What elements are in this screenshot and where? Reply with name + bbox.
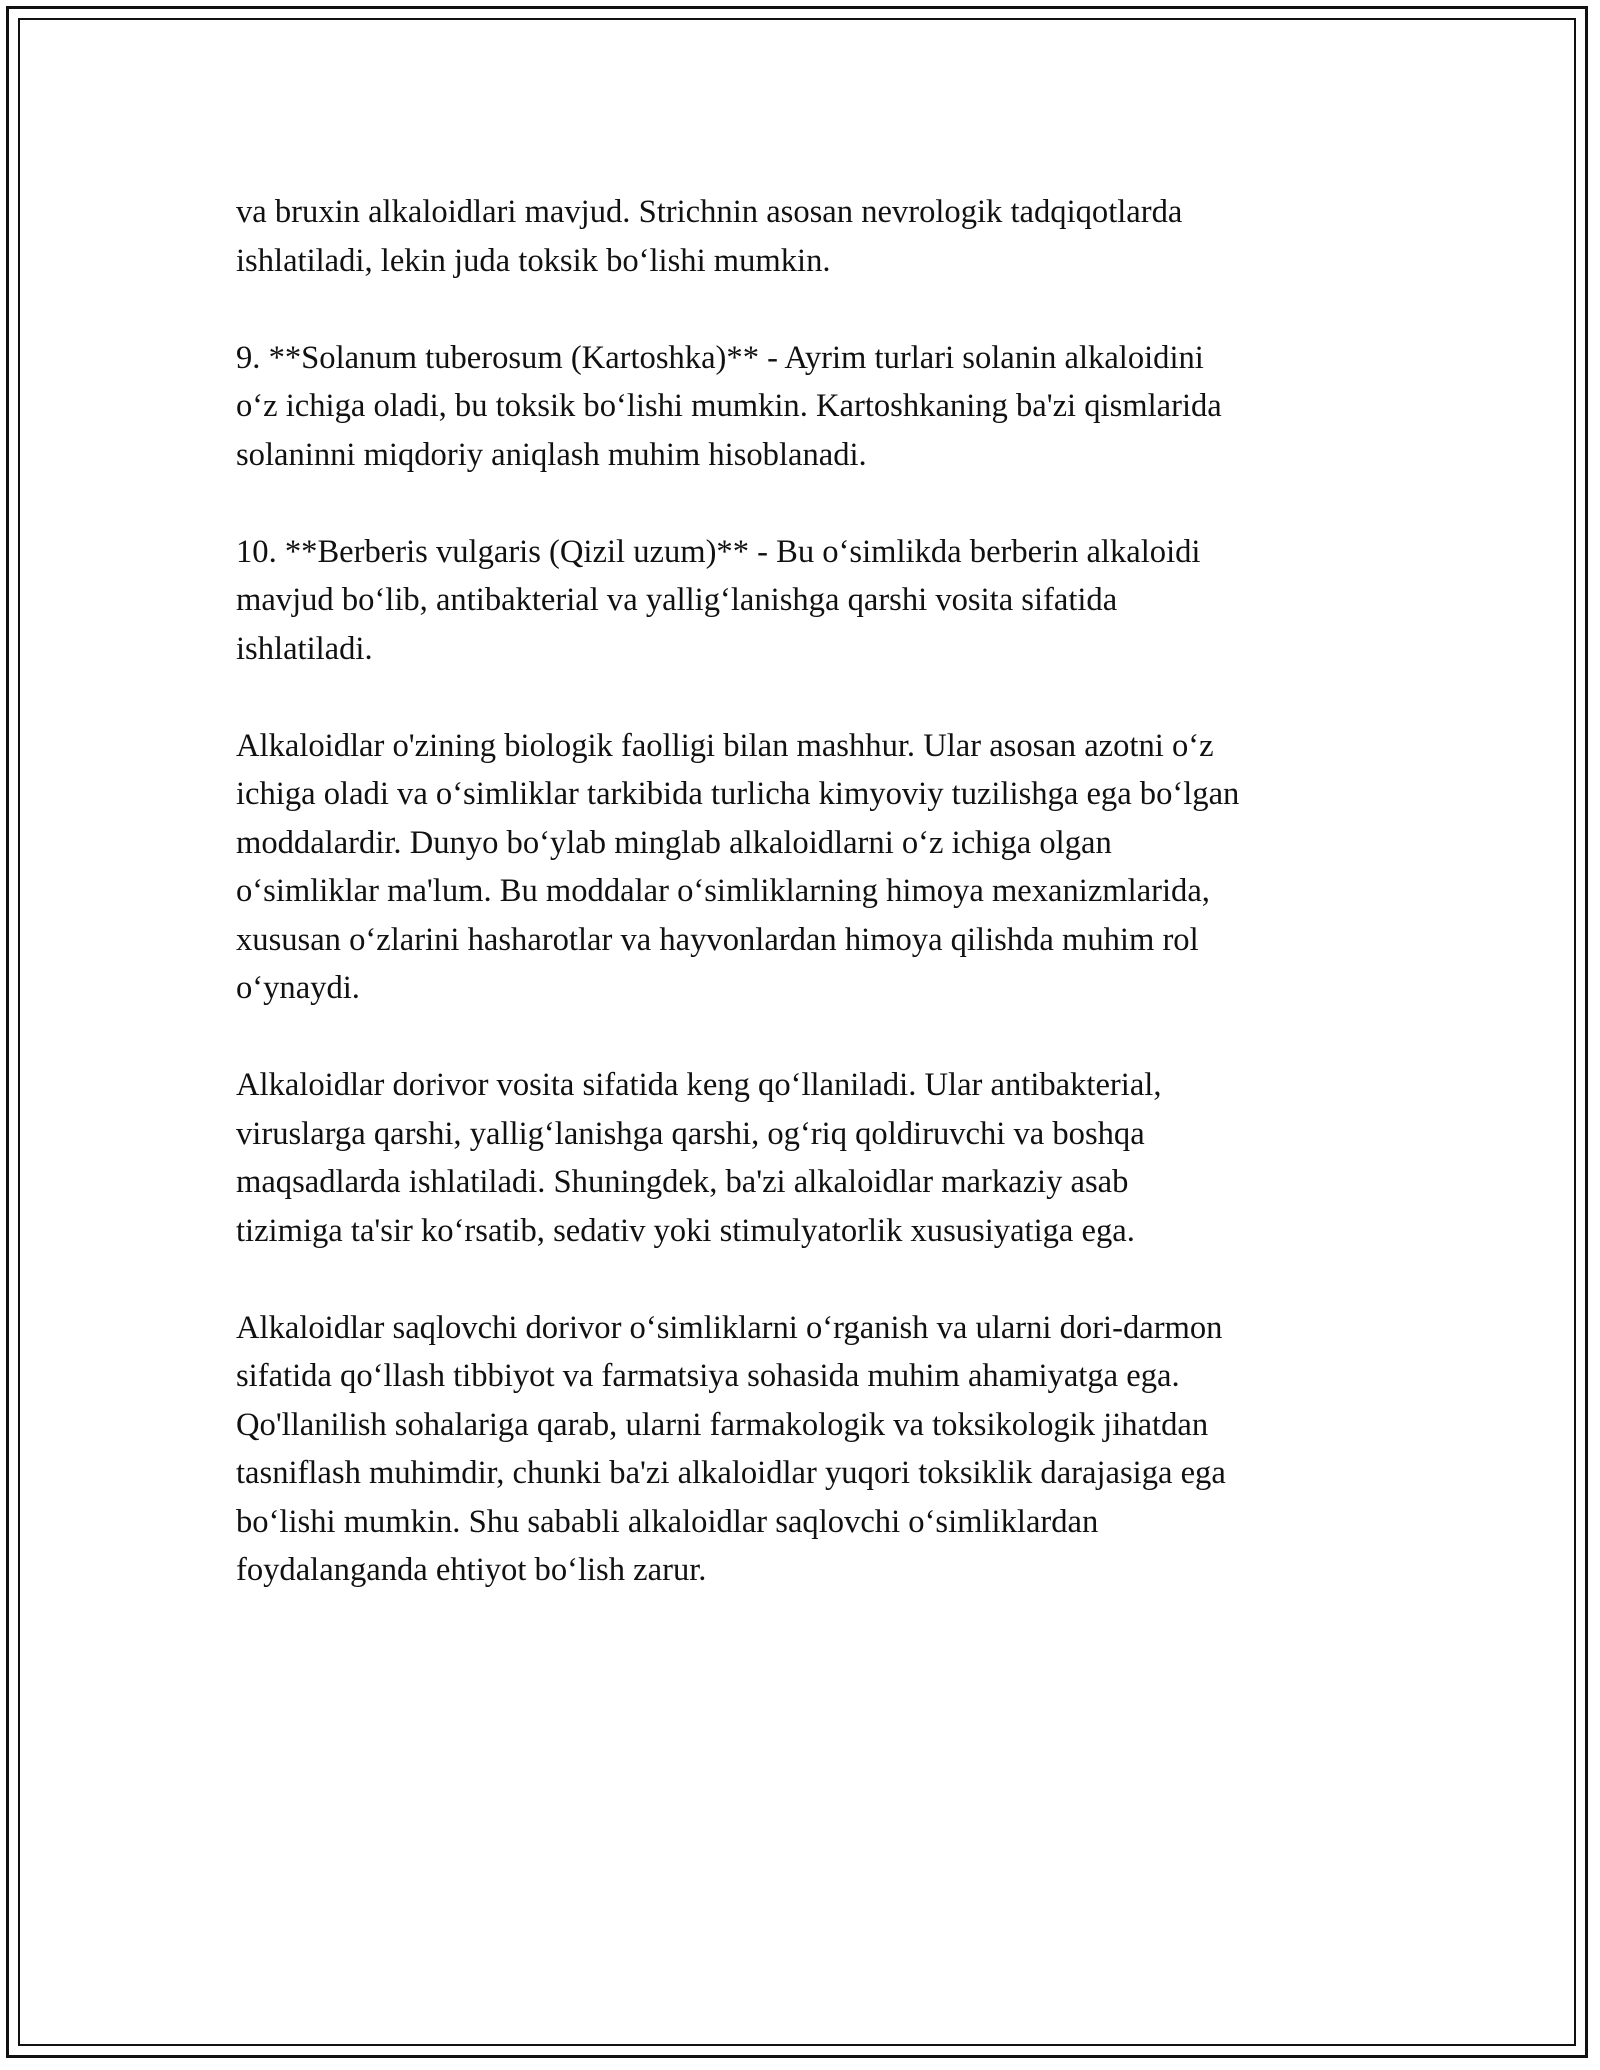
paragraph-biological-activity: [236, 722, 1386, 1013]
text-line: Alkaloidlar saqlovchi dorivor o‘simliklarni o‘rganish va ularni dori-darmon: [236, 1309, 1223, 1346]
text-line: o‘z ichiga oladi, bu toksik bo‘lishi mumkin. Kartoshkaning ba'zi qismlarida: [236, 388, 1222, 424]
text-line: ishlatiladi, lekin juda toksik bo‘lishi mumkin.: [236, 242, 831, 279]
text-line: Alkaloidlar dorivor vosita sifatida keng qo‘llaniladi. Ular antibakterial,: [236, 1067, 1162, 1103]
paragraph-conclusion: [236, 1304, 1386, 1595]
paragraph-item-10-berberis: [236, 528, 1386, 674]
text-line: o‘simliklar ma'lum. Bu moddalar o‘simliklarning himoya mexanizmlarida,: [236, 873, 1210, 909]
text-line: Alkaloidlar o'zining biologik faolligi bilan mashhur. Ular asosan azotni o‘z: [236, 727, 1214, 764]
paragraph-item-9-solanum: [236, 334, 1386, 480]
text-line: ichiga oladi va o‘simliklar tarkibida turlicha kimyoviy tuzilishga ega bo‘lgan: [236, 776, 1240, 812]
text-line: tasniflash muhimdir, chunki ba'zi alkaloidlar yuqori toksiklik darajasiga ega: [236, 1455, 1226, 1491]
text-line: ishlatiladi.: [236, 630, 373, 667]
text-line: mavjud bo‘lib, antibakterial va yallig‘lanishga qarshi vosita sifatida: [236, 582, 1118, 618]
paragraph-strychnos-continuation: [236, 188, 1386, 285]
paragraph-medicinal-use: [236, 1061, 1386, 1255]
text-line: xususan o‘zlarini hasharotlar va hayvonlardan himoya qilishda muhim rol: [236, 921, 1199, 958]
text-line: sifatida qo‘llash tibbiyot va farmatsiya sohasida muhim ahamiyatga ega.: [236, 1358, 1180, 1394]
text-line: tizimiga ta'sir ko‘rsatib, sedativ yoki stimulyatorlik xususiyatiga ega.: [236, 1212, 1135, 1249]
text-line: va bruxin alkaloidlari mavjud. Strichnin asosan nevrologik tadqiqotlarda: [236, 194, 1183, 230]
text-line: 10. **Berberis vulgaris (Qizil uzum)** - Bu o‘simlikda berberin alkaloidi: [236, 533, 1201, 570]
text-line: 9. **Solanum tuberosum (Kartoshka)** - Ayrim turlari solanin alkaloidini: [236, 339, 1204, 376]
document-body: [236, 188, 1386, 1643]
text-line: Qo'llanilish sohalariga qarab, ularni farmakologik va toksikologik jihatdan: [236, 1406, 1209, 1443]
text-line: bo‘lishi mumkin. Shu sababli alkaloidlar saqlovchi o‘simliklardan: [236, 1503, 1099, 1540]
text-line: o‘ynaydi.: [236, 970, 360, 1006]
text-line: moddalardir. Dunyo bo‘ylab minglab alkaloidlarni o‘z ichiga olgan: [236, 824, 1112, 861]
text-line: solaninni miqdoriy aniqlash muhim hisoblanadi.: [236, 436, 867, 473]
text-line: viruslarga qarshi, yallig‘lanishga qarshi, og‘riq qoldiruvchi va boshqa: [236, 1115, 1145, 1152]
text-line: foydalanganda ehtiyot bo‘lish zarur.: [236, 1552, 707, 1588]
text-line: maqsadlarda ishlatiladi. Shuningdek, ba'zi alkaloidlar markaziy asab: [236, 1164, 1129, 1200]
